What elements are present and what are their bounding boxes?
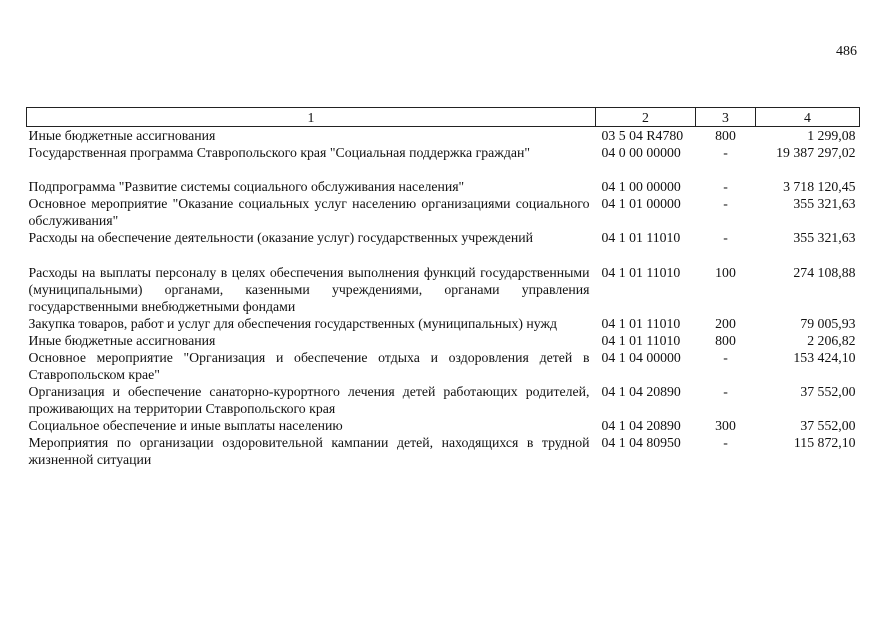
table-row [27,417,860,434]
row-name: Закупка товаров, работ и услуг для обеспечения государственных (муниципальных) нужд [28,316,558,331]
row-sum: 355 321,63 [793,230,856,245]
table-row [27,127,860,145]
row-sum: 355 321,63 [793,196,856,211]
row-sum: 79 005,93 [800,316,856,331]
row-type: - [723,384,728,399]
row-type: - [723,179,728,194]
row-type: - [723,350,728,365]
column-header-sum: 4 [756,108,860,127]
row-code: 03 5 04 R4780 [601,128,684,143]
table-row [27,332,860,349]
column-header-name: 1 [27,108,596,127]
row-code: 04 1 01 11010 [601,230,681,245]
row-name: Иные бюджетные ассигнования [28,128,216,143]
row-type: 800 [715,128,736,143]
row-code: 04 1 01 11010 [601,265,681,280]
row-name: Иные бюджетные ассигнования [28,333,216,348]
row-type: 200 [715,316,736,331]
row-sum: 37 552,00 [800,418,856,433]
row-code: 04 1 01 11010 [601,333,681,348]
column-header-type: 3 [696,108,756,127]
row-type: 300 [715,418,736,433]
table-row [27,144,860,178]
row-sum: 2 206,82 [807,333,856,348]
row-sum: 19 387 297,02 [776,145,856,160]
row-code: 04 1 01 11010 [601,316,681,331]
row-name: Основное мероприятие "Организация и обеспечение отдыха и оздоровления детей в Ставропольском крае" [28,350,590,382]
row-type: - [723,435,728,450]
table-row [27,349,860,383]
row-type: - [723,145,728,160]
table-row [27,195,860,229]
row-name: Мероприятия по организации оздоровительной кампании детей, находящихся в трудной жизненной ситуации [28,435,590,467]
row-code: 04 1 04 20890 [601,418,681,433]
row-type: - [723,196,728,211]
row-sum: 115 872,10 [793,435,856,450]
row-code: 04 1 00 00000 [601,179,681,194]
budget-table [26,107,860,468]
row-name: Подпрограмма "Развитие системы социального обслуживания населения" [28,179,465,194]
table-row [27,264,860,315]
row-name: Основное мероприятие "Оказание социальных услуг населению организациями социального обслуживания" [28,196,590,228]
row-code: 04 0 00 00000 [601,145,681,160]
row-name: Расходы на выплаты персоналу в целях обеспечения выполнения функций государственными (муниципальными) органами, казенными учреждениями, органами управления государственными внебюджетными фондами [28,265,590,314]
row-type: 800 [715,333,736,348]
row-sum: 153 424,10 [793,350,856,365]
page-number: 486 [836,44,857,59]
column-header-code: 2 [596,108,696,127]
row-type: - [723,230,728,245]
row-sum: 3 718 120,45 [783,179,856,194]
row-name: Организация и обеспечение санаторно-курортного лечения детей работающих родителей, проживающих на территории Ставропольского края [28,384,590,416]
table-header-row [27,108,860,127]
row-sum: 274 108,88 [793,265,856,280]
table-row [27,383,860,417]
row-type: 100 [715,265,736,280]
table-row [27,315,860,332]
row-sum: 1 299,08 [807,128,856,143]
row-name: Государственная программа Ставропольского края "Социальная поддержка граждан" [28,145,530,160]
row-code: 04 1 04 00000 [601,350,681,365]
row-code: 04 1 01 00000 [601,196,681,211]
table-row [27,229,860,264]
row-code: 04 1 04 80950 [601,435,681,450]
row-name: Расходы на обеспечение деятельности (оказание услуг) государственных учреждений [28,230,534,245]
row-code: 04 1 04 20890 [601,384,681,399]
row-name: Социальное обеспечение и иные выплаты населению [28,418,343,433]
table-row [27,178,860,195]
table-row [27,434,860,468]
row-sum: 37 552,00 [800,384,856,399]
